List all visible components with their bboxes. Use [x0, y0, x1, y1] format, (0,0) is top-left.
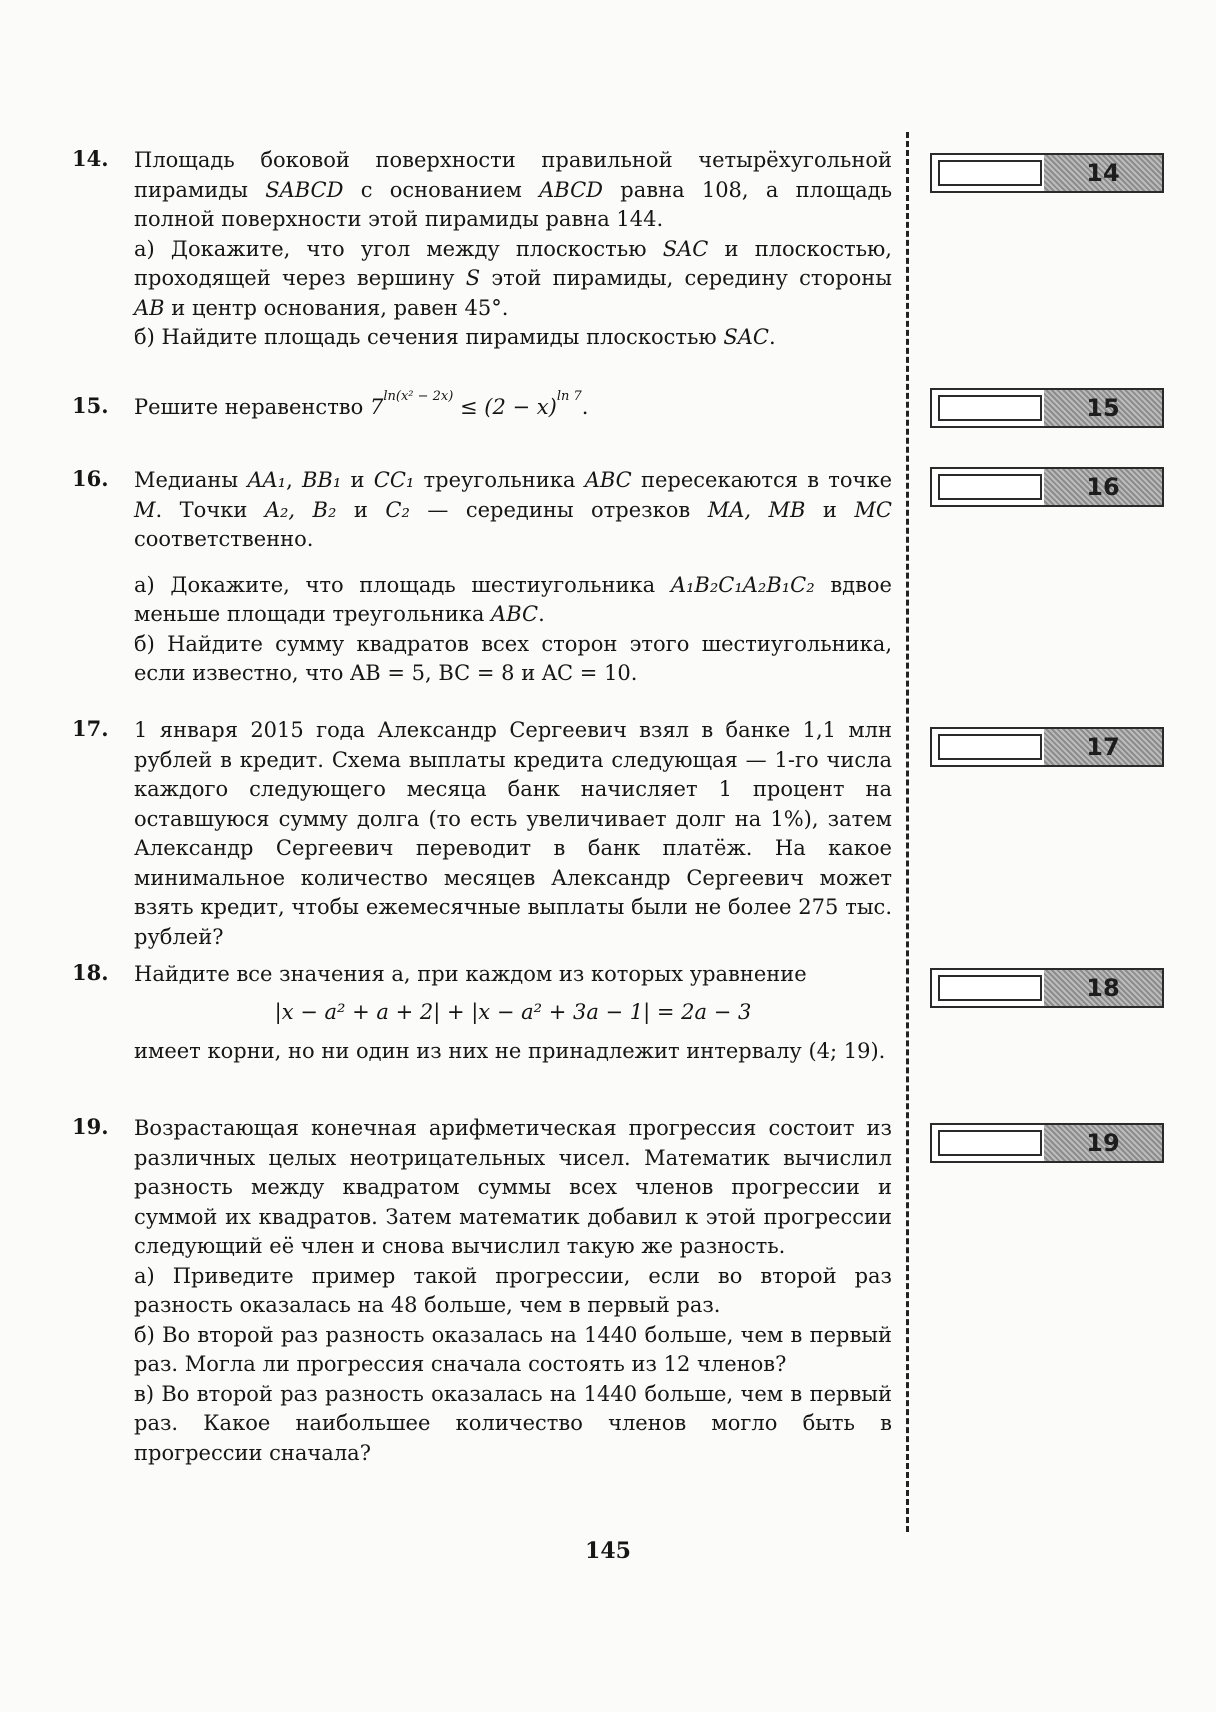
problem-number: 19.	[72, 1114, 109, 1139]
problem-number: 15.	[72, 393, 109, 418]
inequality-rhs: ≤ (2 − x)	[460, 395, 557, 419]
answer-box-16[interactable]	[930, 467, 1164, 507]
answer-box-15[interactable]	[930, 388, 1164, 428]
part-a: а) Докажите, что угол между плоскостью SAC и плоскостью, проходящей через вершину S этой пирамиды, середину стороны AB и центр основания, равен 45°.	[134, 236, 892, 320]
inequality-base: 7	[369, 395, 384, 419]
problem-number: 18.	[72, 960, 109, 985]
answer-box-label: 15	[1044, 390, 1162, 426]
answer-field[interactable]	[938, 160, 1042, 186]
problem-16	[72, 466, 892, 689]
problem-text: 1 января 2015 года Александр Сергеевич взял в банке 1,1 млн рублей в кредит. Схема выплаты кредита следующая — 1-го числа каждого следующего месяца банк начисляет 1 процент на оставшуюся сумму долга (то есть увеличивает долг на 1%), затем Александр Сергеевич переводит в банк платёж. На какое минимальное количество месяцев Александр Сергеевич может взять кредит, чтобы ежемесячные выплаты были не более 275 тыс. рублей?	[134, 718, 892, 949]
answer-box-18[interactable]	[930, 968, 1164, 1008]
problem-text: Возрастающая конечная арифметическая прогрессия состоит из различных целых неотрицательных чисел. Математик вычислил разность между квадратом суммы всех членов прогрессии и суммой их квадратов. Затем математик добавил к этой прогрессии следующий её член и снова вычислил такую же разность. а) Приведите пример такой прогрессии, если во второй раз разность оказалась на 48 больше, чем в первый раз. б) Во второй раз разность оказалась на 1440 больше, чем в первый раз. Могла ли прогрессия сначала состоять из 12 членов? в) Во второй раз разность оказалась на 1440 больше, чем в первый раз. Какое наибольшее количество членов могло быть в прогрессии сначала?	[134, 1114, 892, 1468]
problem-text: Медианы AA₁, BB₁ и CC₁ треугольника ABC пересекаются в точке M. Точки A₂, B₂ и C₂ — середины отрезков MA, MB и MC соответственно. а) Докажите, что площадь шестиугольника A₁B₂C₁A₂B₁C₂ вдвое меньше площади треугольника ABC. б) Найдите сумму квадратов всех сторон этого шестиугольника, если известно, что AB = 5, BC = 8 и AC = 10.	[134, 466, 892, 689]
answer-box-label: 14	[1044, 155, 1162, 191]
answer-field[interactable]	[938, 395, 1042, 421]
part-c: в) Во второй раз разность оказалась на 1440 больше, чем в первый раз. Какое наибольшее количество членов могло быть в прогрессии сначала?	[134, 1381, 892, 1465]
problem-19	[72, 1114, 892, 1468]
problem-14	[72, 146, 892, 353]
part-b: б) Найдите площадь сечения пирамиды плоскостью SAC.	[134, 325, 776, 349]
dashed-cut-line	[906, 132, 909, 1532]
page-number: 145	[585, 1538, 631, 1564]
problem-text: Решите неравенство $7^{ln(x^2 - 2x)} \le (2 - x)^{ln 7}$.	[134, 389, 589, 419]
inequality-rhs-exponent: ln 7	[556, 389, 582, 404]
problem-15	[72, 389, 892, 426]
answer-box-label: 16	[1044, 469, 1162, 505]
answer-box-14[interactable]	[930, 153, 1164, 193]
part-a: а) Докажите, что площадь шестиугольника A₁B₂C₁A₂B₁C₂ вдвое меньше площади треугольника ABC.	[134, 572, 892, 626]
equation: |x − a² + a + 2| + |x − a² + 3a − 1| = 2a − 3	[274, 999, 752, 1024]
problem-number: 16.	[72, 466, 109, 491]
problem-17	[72, 716, 892, 952]
answer-box-label: 19	[1044, 1125, 1162, 1161]
answer-field[interactable]	[938, 1130, 1042, 1156]
answer-box-17[interactable]	[930, 727, 1164, 767]
answer-field[interactable]	[938, 474, 1042, 500]
problem-text: Найдите все значения a, при каждом из которых уравнение |x − a² + a + 2| + |x − a² + 3a − 1| = 2a − 3 имеет корни, но ни один из них не принадлежит интервалу (4; 19).	[134, 960, 892, 1067]
answer-box-label: 18	[1044, 970, 1162, 1006]
answer-field[interactable]	[938, 734, 1042, 760]
inequality-exponent: ln(x² − 2x)	[383, 389, 454, 404]
problem-number: 14.	[72, 146, 109, 171]
part-b: б) Во второй раз разность оказалась на 1440 больше, чем в первый раз. Могла ли прогрессия сначала состоять из 12 членов?	[134, 1322, 892, 1376]
problem-number: 17.	[72, 716, 109, 741]
part-b: б) Найдите сумму квадратов всех сторон этого шестиугольника, если известно, что AB = 5, BC = 8 и AC = 10.	[134, 631, 892, 685]
problem-text: Площадь боковой поверхности правильной четырёхугольной пирамиды SABCD с основанием ABCD равна 108, а площадь полной поверхности этой пирамиды равна 144. а) Докажите, что угол между плоскостью SAC и плоскостью, проходящей через вершину S этой пирамиды, середину стороны AB и центр основания, равен 45°. б) Найдите площадь сечения пирамиды плоскостью SAC.	[134, 146, 892, 353]
answer-box-label: 17	[1044, 729, 1162, 765]
answer-field[interactable]	[938, 975, 1042, 1001]
part-a: а) Приведите пример такой прогрессии, если во второй раз разность оказалась на 48 больше, чем в первый раз.	[134, 1263, 892, 1317]
answer-box-19[interactable]	[930, 1123, 1164, 1163]
problem-18	[72, 960, 892, 1067]
